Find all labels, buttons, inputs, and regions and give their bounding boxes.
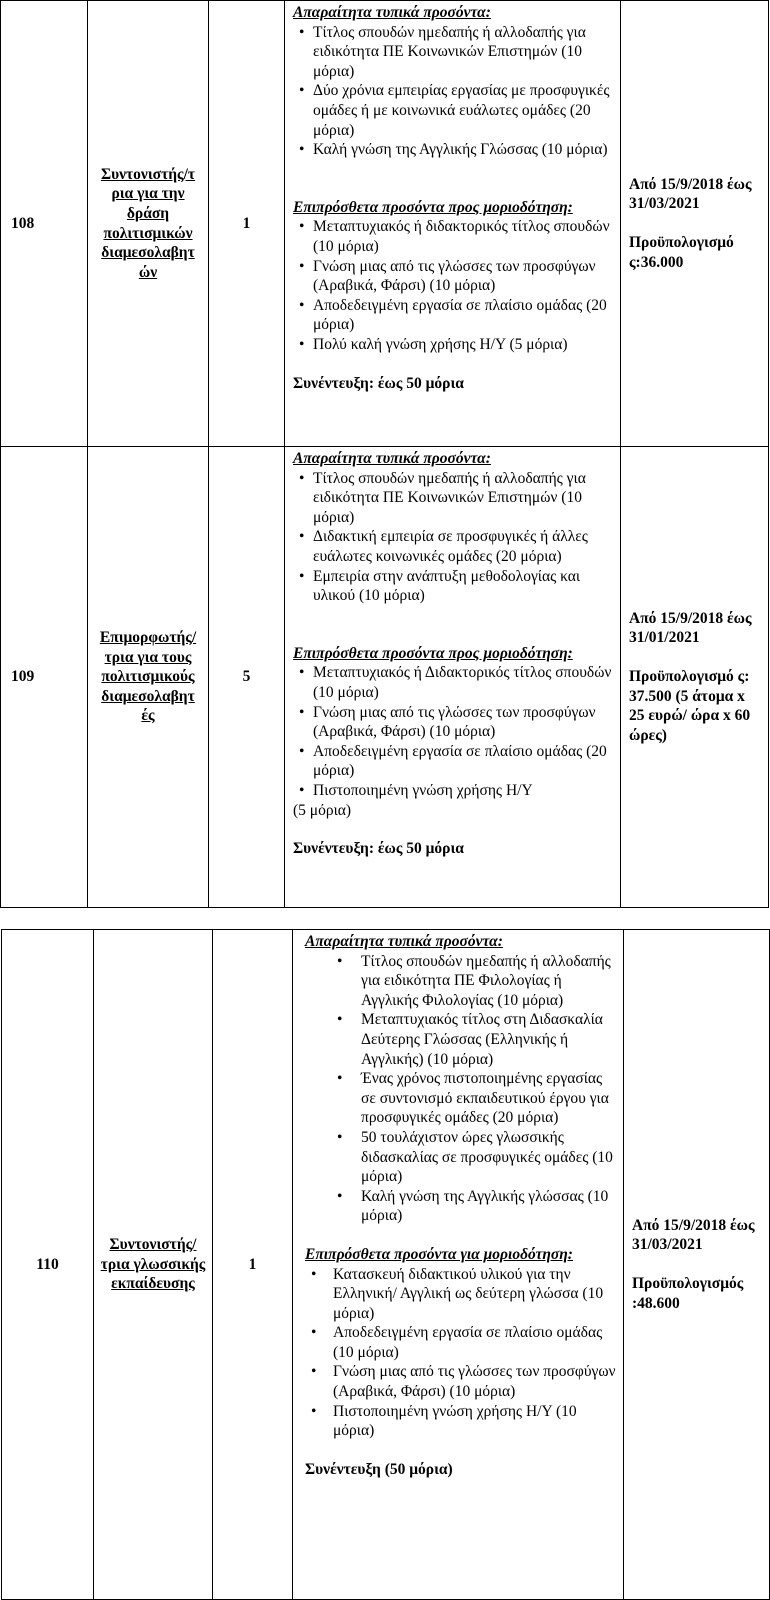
budget-text: Προϋπολογισμό ς:36.000 [629,234,734,271]
list-item: • Μεταπτυχιακός ή διδακτορικός τίτλος σπουδών (10 μόρια) [293,217,614,256]
list-item: • Γνώση μιας από τις γλώσσες των προσφύγων (Αραβικά, Φάρσι) (10 μόρια) [305,1362,617,1401]
positions-table-bottom [1,929,770,1600]
role-title: Συντονιστής/τ ρια για την δράση πολιτισμικών διαμεσολαβητ ών [88,1,209,447]
additional-heading: Επιπρόσθετα προσόντα για μοριοδότηση: [305,1245,573,1263]
list-item: • Δύο χρόνια εμπειρίας εργασίας με προσφυγικές ομάδες ή με κοινωνικά ευάλωτες ομάδες (20 μόρια) [293,81,614,140]
position-count: 5 [209,447,285,908]
table-row [1,447,769,908]
position-count: 1 [213,930,293,1600]
list-item: • Κατασκευή διδακτικού υλικού για την Ελληνική/ Αγγλική ως δεύτερη γλώσσα (10 μόρια) [305,1265,617,1324]
required-heading: Απαραίτητα τυπικά προσόντα: [305,933,503,950]
list-item: • Τίτλος σπουδών ημεδαπής ή αλλοδαπής για ειδικότητα ΠΕ Κοινωνικών Επιστημών (10 μόρια) [293,469,614,528]
period-text: Από 15/9/2018 έως 31/03/2021 [629,175,752,213]
list-item: • Ένας χρόνος πιστοποιημένης εργασίας σε συντονισμό εκπαιδευτικού έργου για προσφυγικές ομάδες (20 μόρια) [305,1069,617,1128]
budget-text: Προϋπολογισμό ς: 37.500 (5 άτομα x 25 ευρώ/ ώρα x 60 ώρες) [629,667,751,744]
period-budget-cell [621,447,769,908]
row-number: 109 [1,447,88,908]
interview-points: Συνέντευξη: έως 50 μόρια [293,374,464,392]
list-item: • Αποδεδειγμένη εργασία σε πλαίσιο ομάδας (20 μόρια) [293,742,614,781]
list-item: (5 μόρια) [293,801,352,819]
position-count: 1 [209,1,285,447]
list-item: • Μεταπτυχιακός ή Διδακτορικός τίτλος σπουδών (10 μόρια) [293,663,614,702]
qualifications-cell [293,930,624,1600]
list-item: • Τίτλος σπουδών ημεδαπής ή αλλοδαπής για ειδικότητα ΠΕ Φιλολογίας ή Αγγλικής Φιλολογίας (10 μόρια) [305,952,617,1011]
period-budget-cell [621,1,769,447]
interview-points: Συνέντευξη: έως 50 μόρια [293,840,464,858]
period-text: Από 15/9/2018 έως 31/03/2021 [632,1216,755,1254]
row-number: 110 [2,930,94,1600]
table-row [1,1,769,447]
list-item: • Γνώση μιας από τις γλώσσες των προσφύγων (Αραβικά, Φάρσι) (10 μόρια) [293,703,614,742]
required-list [293,23,614,160]
list-item: • Αποδεδειγμένη εργασία σε πλαίσιο ομάδας (10 μόρια) [305,1323,617,1362]
qualifications-cell [285,1,621,447]
budget-text: Προϋπολογισμός :48.600 [632,1275,744,1312]
additional-heading: Επιπρόσθετα προσόντα προς μοριοδότηση: [293,644,573,662]
required-list [293,469,614,606]
additional-list-continuation [293,801,614,821]
row-number: 108 [1,1,88,447]
list-item: • Καλή γνώση της Αγγλικής γλώσσας (10 μόρια) [305,1187,617,1226]
interview-points: Συνέντευξη (50 μόρια) [305,1460,453,1478]
list-item: • 50 τουλάχιστον ώρες γλωσσικής διδασκαλίας σε προσφυγικές ομάδες (10 μόρια) [305,1128,617,1187]
list-item: • Πιστοποιημένη γνώση χρήσης Η/Υ [293,781,614,801]
additional-list [293,663,614,800]
role-title: Επιμορφωτής/ τρια για τους πολιτισμικούς διαμεσολαβητ ές [88,447,209,908]
list-item: • Τίτλος σπουδών ημεδαπής ή αλλοδαπής για ειδικότητα ΠΕ Κοινωνικών Επιστημών (10 μόρια) [293,23,614,82]
additional-heading: Επιπρόσθετα προσόντα προς μοριοδότηση: [293,198,573,216]
period-budget-cell [624,930,770,1600]
role-title: Συντονιστής/ τρια γλωσσικής εκπαίδευσης [94,930,213,1600]
list-item: • Πιστοποιημένη γνώση χρήσης Η/Υ (10 μόρια) [305,1402,617,1441]
list-item: • Καλή γνώση της Αγγλικής Γλώσσας (10 μόρια) [293,140,614,160]
required-heading: Απαραίτητα τυπικά προσόντα: [293,450,491,467]
list-item: • Αποδεδειγμένη εργασία σε πλαίσιο ομάδας (20 μόρια) [293,296,614,335]
list-item: • Διδακτική εμπειρία σε προσφυγικές ή άλλες ευάλωτες κοινωνικές ομάδες (20 μόρια) [293,527,614,566]
period-text: Από 15/9/2018 έως 31/01/2021 [629,609,752,647]
required-list [305,952,617,1226]
required-heading: Απαραίτητα τυπικά προσόντα: [293,4,491,21]
table-row [2,930,770,1600]
list-item: • Μεταπτυχιακός τίτλος στη Διδασκαλία Δεύτερης Γλώσσας (Ελληνικής ή Αγγλικής) (10 μόρια) [305,1010,617,1069]
additional-list [293,217,614,354]
list-item: • Εμπειρία στην ανάπτυξη μεθοδολογίας και υλικού (10 μόρια) [293,567,614,606]
list-item: • Γνώση μιας από τις γλώσσες των προσφύγων (Αραβικά, Φάρσι) (10 μόρια) [293,257,614,296]
list-item: • Πολύ καλή γνώση χρήσης Η/Υ (5 μόρια) [293,335,614,355]
additional-list [305,1265,617,1441]
qualifications-cell [285,447,621,908]
